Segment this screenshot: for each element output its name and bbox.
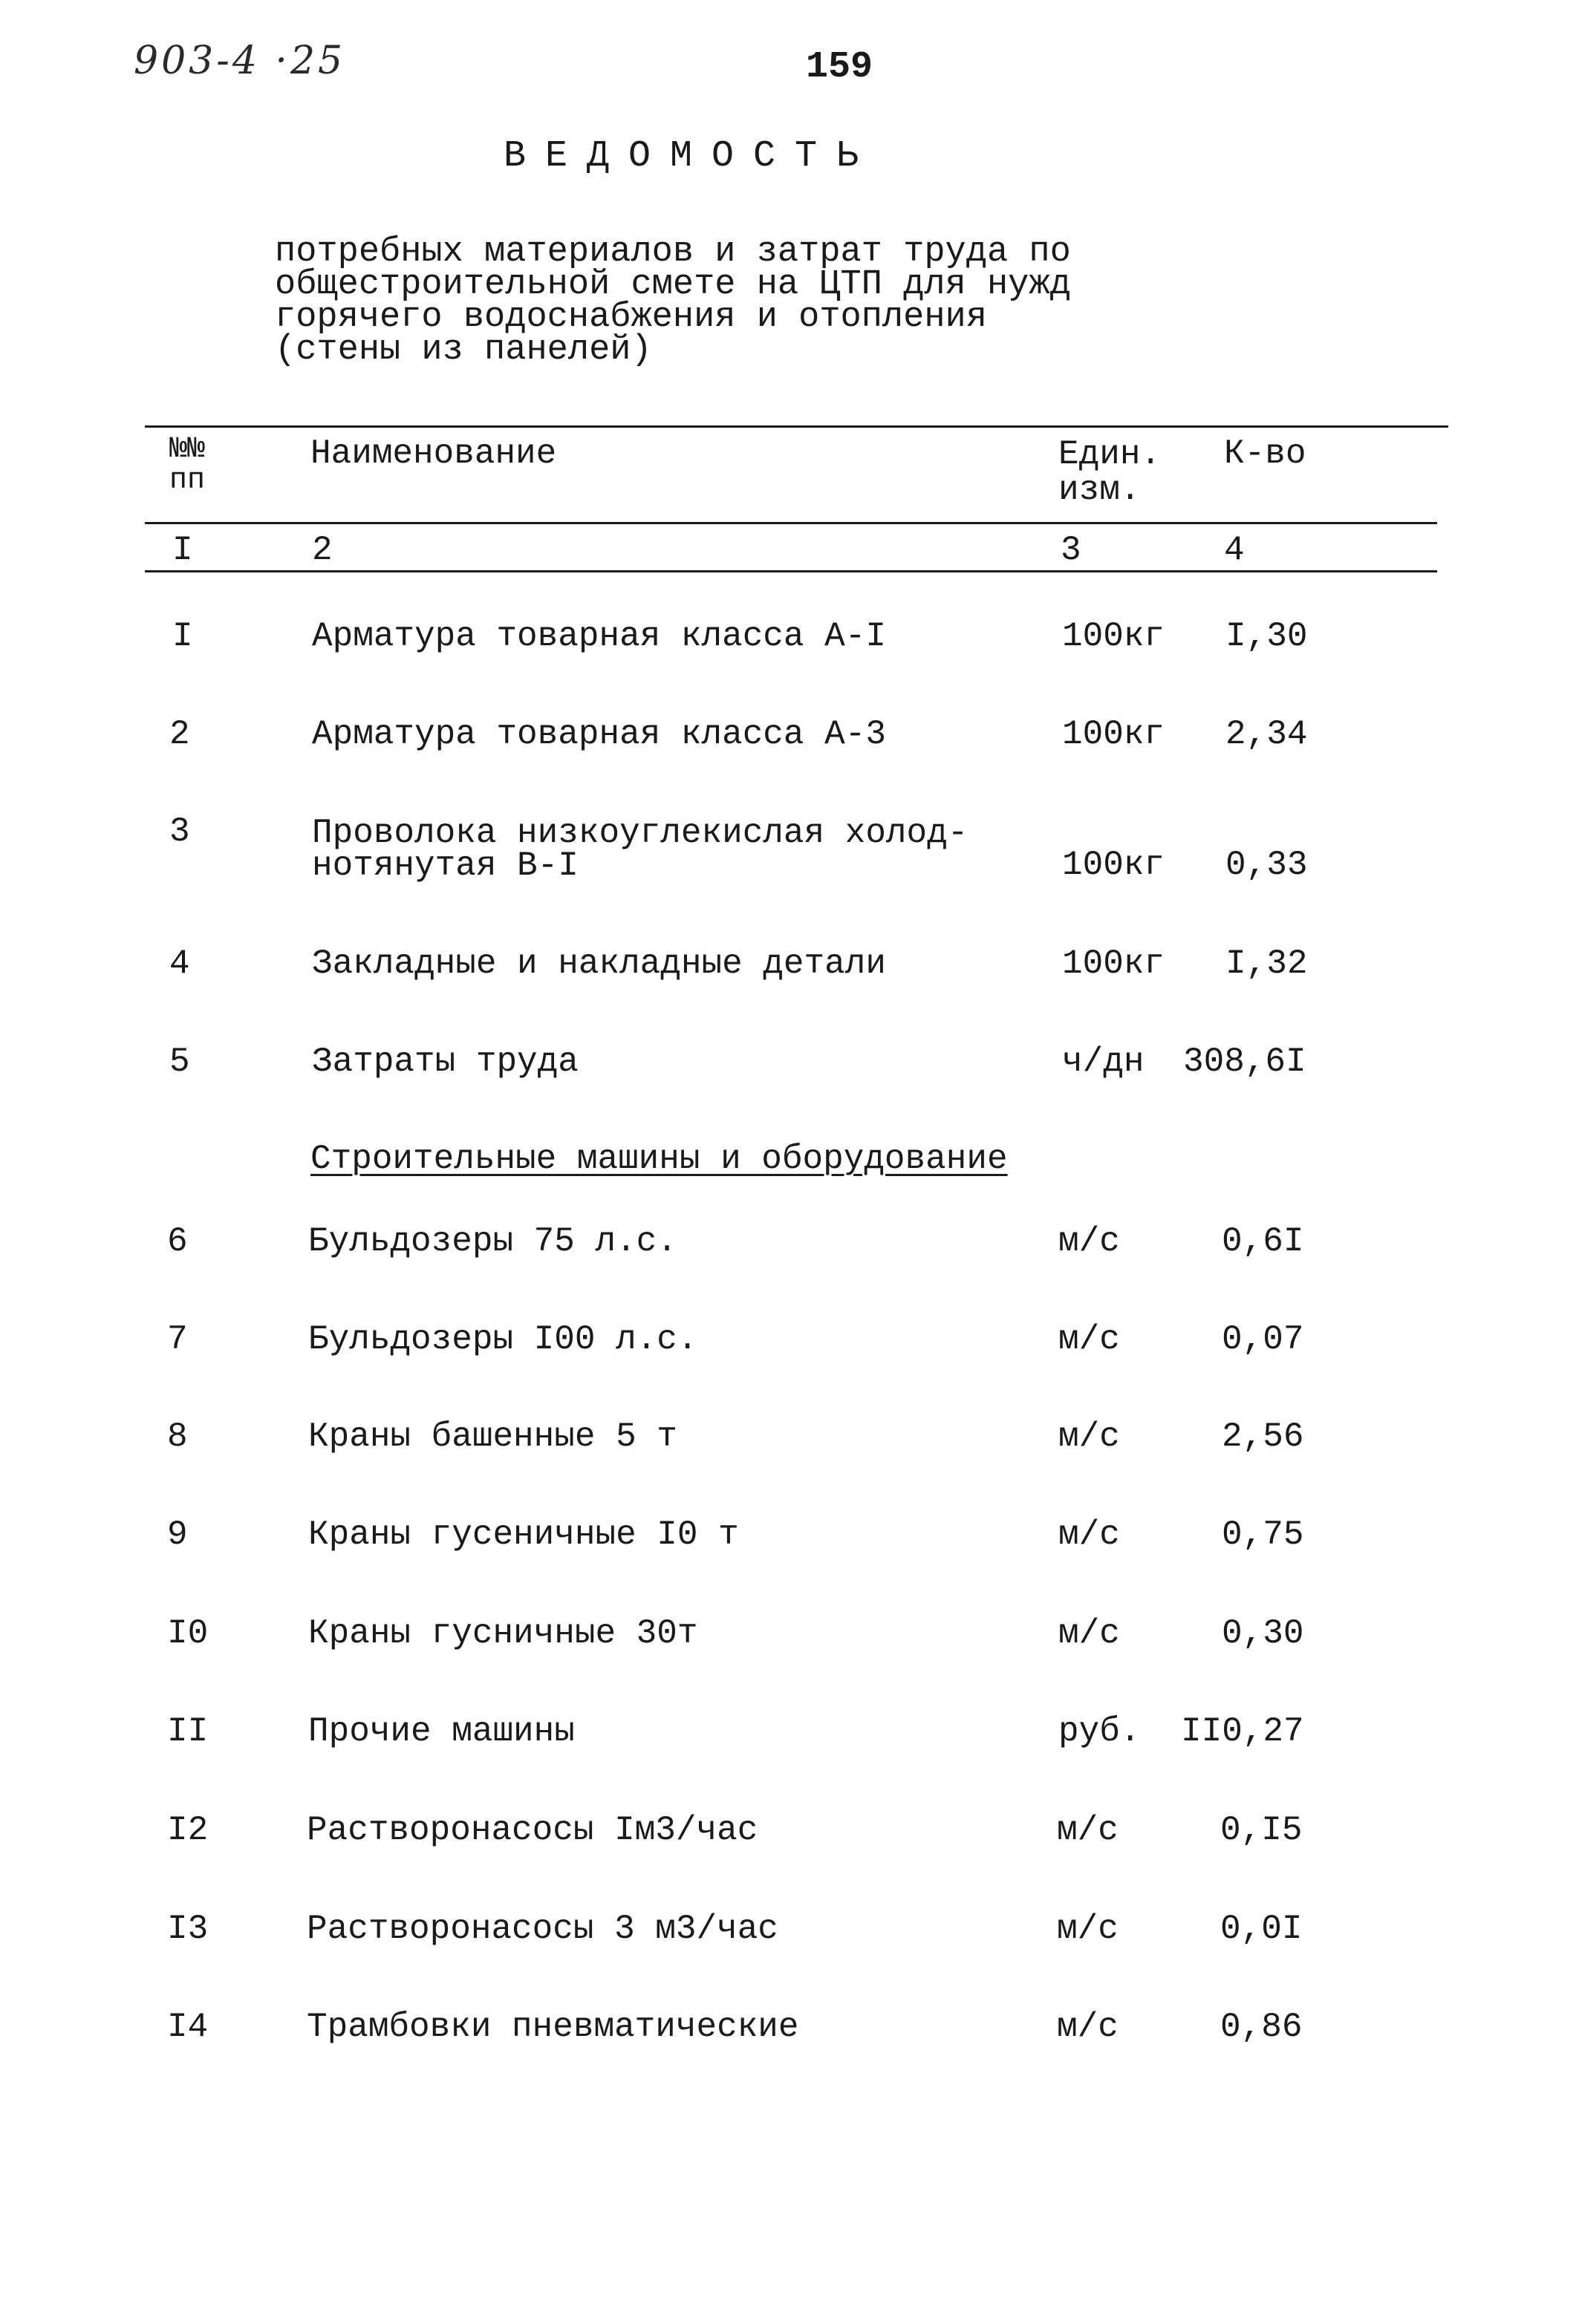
handwritten-doc-code: 903-4 ·25 [134, 39, 346, 83]
document-title: ВЕДОМОСТЬ [503, 135, 879, 177]
row-qty: 0,33 [1225, 846, 1308, 884]
row-name: Прочие машины [308, 1712, 575, 1751]
row-unit: м/с [1058, 1320, 1120, 1359]
section-title: Строительные машины и оборудование [310, 1140, 1008, 1178]
row-number: I3 [167, 1910, 209, 1948]
row-name: Арматура товарная класса А-3 [312, 715, 886, 754]
row-number: 7 [167, 1320, 188, 1359]
row-unit: ч/дн [1062, 1042, 1145, 1081]
row-qty: 2,34 [1225, 715, 1308, 754]
row-unit: м/с [1058, 1614, 1120, 1653]
col-header-qty: К-во [1224, 434, 1306, 473]
row-number: 4 [169, 944, 190, 983]
row-unit: 100кг [1062, 944, 1165, 983]
row-unit: руб. [1058, 1712, 1141, 1751]
row-unit: 100кг [1062, 846, 1165, 884]
row-unit: м/с [1057, 1910, 1119, 1948]
col-number-2: 2 [312, 531, 333, 569]
table-top-rule [145, 425, 1448, 428]
row-name: Проволока низкоуглекислая холод- нотянутая В-I [312, 814, 968, 885]
row-name: Краны гусеничные I0 т [308, 1515, 739, 1554]
row-qty: 0,07 [1222, 1320, 1304, 1359]
row-unit: м/с [1058, 1515, 1120, 1554]
row-qty: I,32 [1225, 944, 1308, 983]
column-numbers-rule [145, 570, 1437, 572]
col-header-name: Наименование [310, 434, 557, 473]
row-qty: 308,6I [1183, 1042, 1306, 1081]
col-number-4: 4 [1224, 531, 1245, 569]
row-number: 5 [169, 1042, 190, 1081]
row-number: 6 [167, 1222, 188, 1261]
row-unit: м/с [1058, 1417, 1120, 1456]
row-unit: м/с [1058, 1222, 1120, 1261]
page-number: 159 [806, 46, 873, 88]
row-name: Бульдозеры 75 л.с. [308, 1222, 677, 1261]
row-qty: 0,I5 [1220, 1811, 1303, 1850]
row-number: II [167, 1712, 209, 1751]
row-qty: 0,75 [1222, 1515, 1304, 1554]
header-divider-rule [145, 522, 1437, 524]
row-unit: м/с [1057, 2008, 1119, 2046]
row-number: 8 [167, 1417, 188, 1456]
row-name: Краны гусничные 30т [308, 1614, 698, 1653]
row-qty: II0,27 [1181, 1712, 1304, 1751]
row-qty: 0,86 [1220, 2008, 1303, 2046]
row-qty: 0,30 [1222, 1614, 1304, 1653]
row-name: Закладные и накладные детали [312, 944, 886, 983]
row-qty: 0,0I [1220, 1910, 1303, 1948]
row-number: I0 [167, 1614, 209, 1653]
row-number: 9 [167, 1515, 188, 1554]
col-header-num: №№ пп [169, 433, 206, 497]
row-name: Трамбовки пневматические [307, 2008, 799, 2046]
row-unit: 100кг [1062, 617, 1165, 656]
row-unit: 100кг [1062, 715, 1165, 754]
row-name: Затраты труда [312, 1042, 579, 1081]
row-number: I2 [167, 1811, 209, 1850]
col-number-1: I [172, 531, 193, 569]
row-number: 2 [169, 715, 190, 754]
row-name: Краны башенные 5 т [308, 1417, 677, 1456]
row-name: Арматура товарная класса А-I [312, 617, 886, 656]
col-number-3: 3 [1061, 531, 1081, 569]
row-qty: 2,56 [1222, 1417, 1304, 1456]
row-number: I [172, 617, 193, 656]
row-qty: 0,6I [1222, 1222, 1304, 1261]
row-name: Растворонасосы Iм3/час [307, 1811, 758, 1850]
row-number: 3 [169, 812, 190, 851]
row-name: Бульдозеры I00 л.с. [308, 1320, 698, 1359]
row-unit: м/с [1057, 1811, 1119, 1850]
col-header-unit: Един. изм. [1058, 435, 1162, 509]
row-qty: I,30 [1225, 617, 1308, 656]
row-number: I4 [167, 2008, 209, 2046]
row-name: Растворонасосы 3 м3/час [307, 1910, 778, 1948]
document-subtitle: потребных материалов и затрат труда по общестроительной смете на ЦТП для нужд горячего водоснабжения и отопления (стены из панелей) [275, 232, 1071, 370]
